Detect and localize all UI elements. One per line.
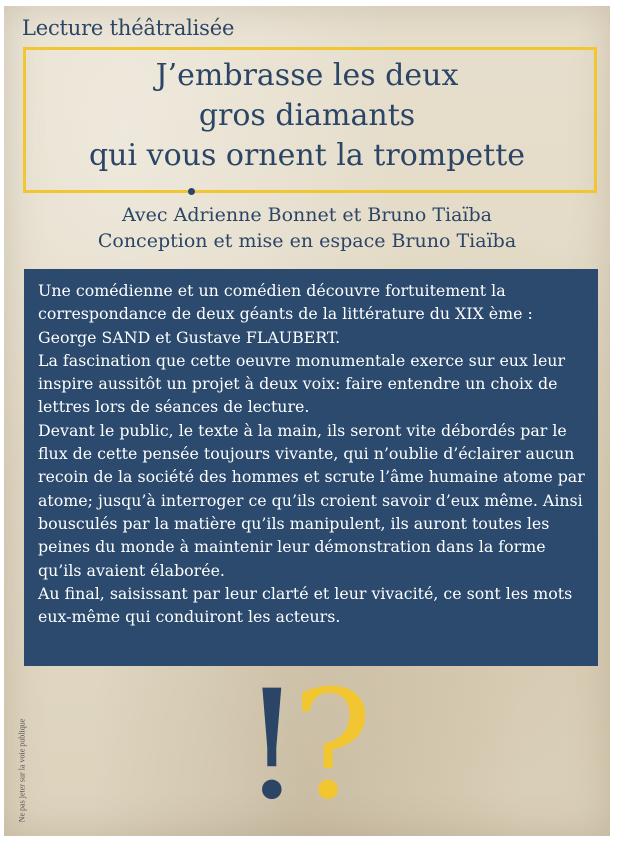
title-line-3: qui vous ornent la trompette	[88, 138, 526, 173]
synopsis-paragraph-3: Devant le public, le texte à la main, ils seront vite débordés par le flux de cette pensée toujours vivante, qui n’oublie d’éclairer aucun recoin de la société des hommes et scrute l’âme humaine atome par atome; jusqu’à interroger ce qu’ils croient savoir d’eux même. Ainsi bousculés par la matière qu’ils manipulent, ils auront toutes les peines du monde à maintenir leur démonstration dans la forme qu’ils avaient élaborée.	[38, 420, 585, 580]
exclamation-mark: !	[241, 659, 292, 833]
synopsis-paragraph-2: La fascination que cette oeuvre monumentale exerce sur eux leur inspire aussitôt un projet à deux voix: faire entendre un choix de lettres lors de séances de lecture.	[38, 350, 566, 417]
page-title	[4, 56, 610, 176]
synopsis-paragraph-4: Au final, saisissant par leur clarté et leur vivacité, ce sont les mots eux-même qui conduiront les acteurs.	[38, 583, 573, 627]
poster	[4, 6, 610, 836]
title-line-1: J’embrasse les deux	[155, 58, 459, 93]
disposal-notice: Ne pas jeter sur la voie publique	[17, 718, 27, 823]
synopsis-panel	[24, 269, 598, 666]
punctuation-graphic	[4, 659, 610, 833]
direction-credit: Conception et mise en espace Bruno Tiaïba	[97, 230, 517, 252]
title-line-2: gros diamants	[198, 98, 416, 133]
question-mark: ?	[291, 659, 373, 833]
event-type-label: Lecture théâtralisée	[22, 16, 235, 40]
cast-credit: Avec Adrienne Bonnet et Bruno Tiaïba	[121, 204, 492, 226]
synopsis-paragraph-1: Une comédienne et un comédien découvre fortuitement la correspondance de deux géants de la littérature du XIX ème : George SAND et Gustave FLAUBERT.	[38, 281, 533, 347]
credits	[4, 202, 610, 254]
frame-dot	[188, 188, 195, 195]
